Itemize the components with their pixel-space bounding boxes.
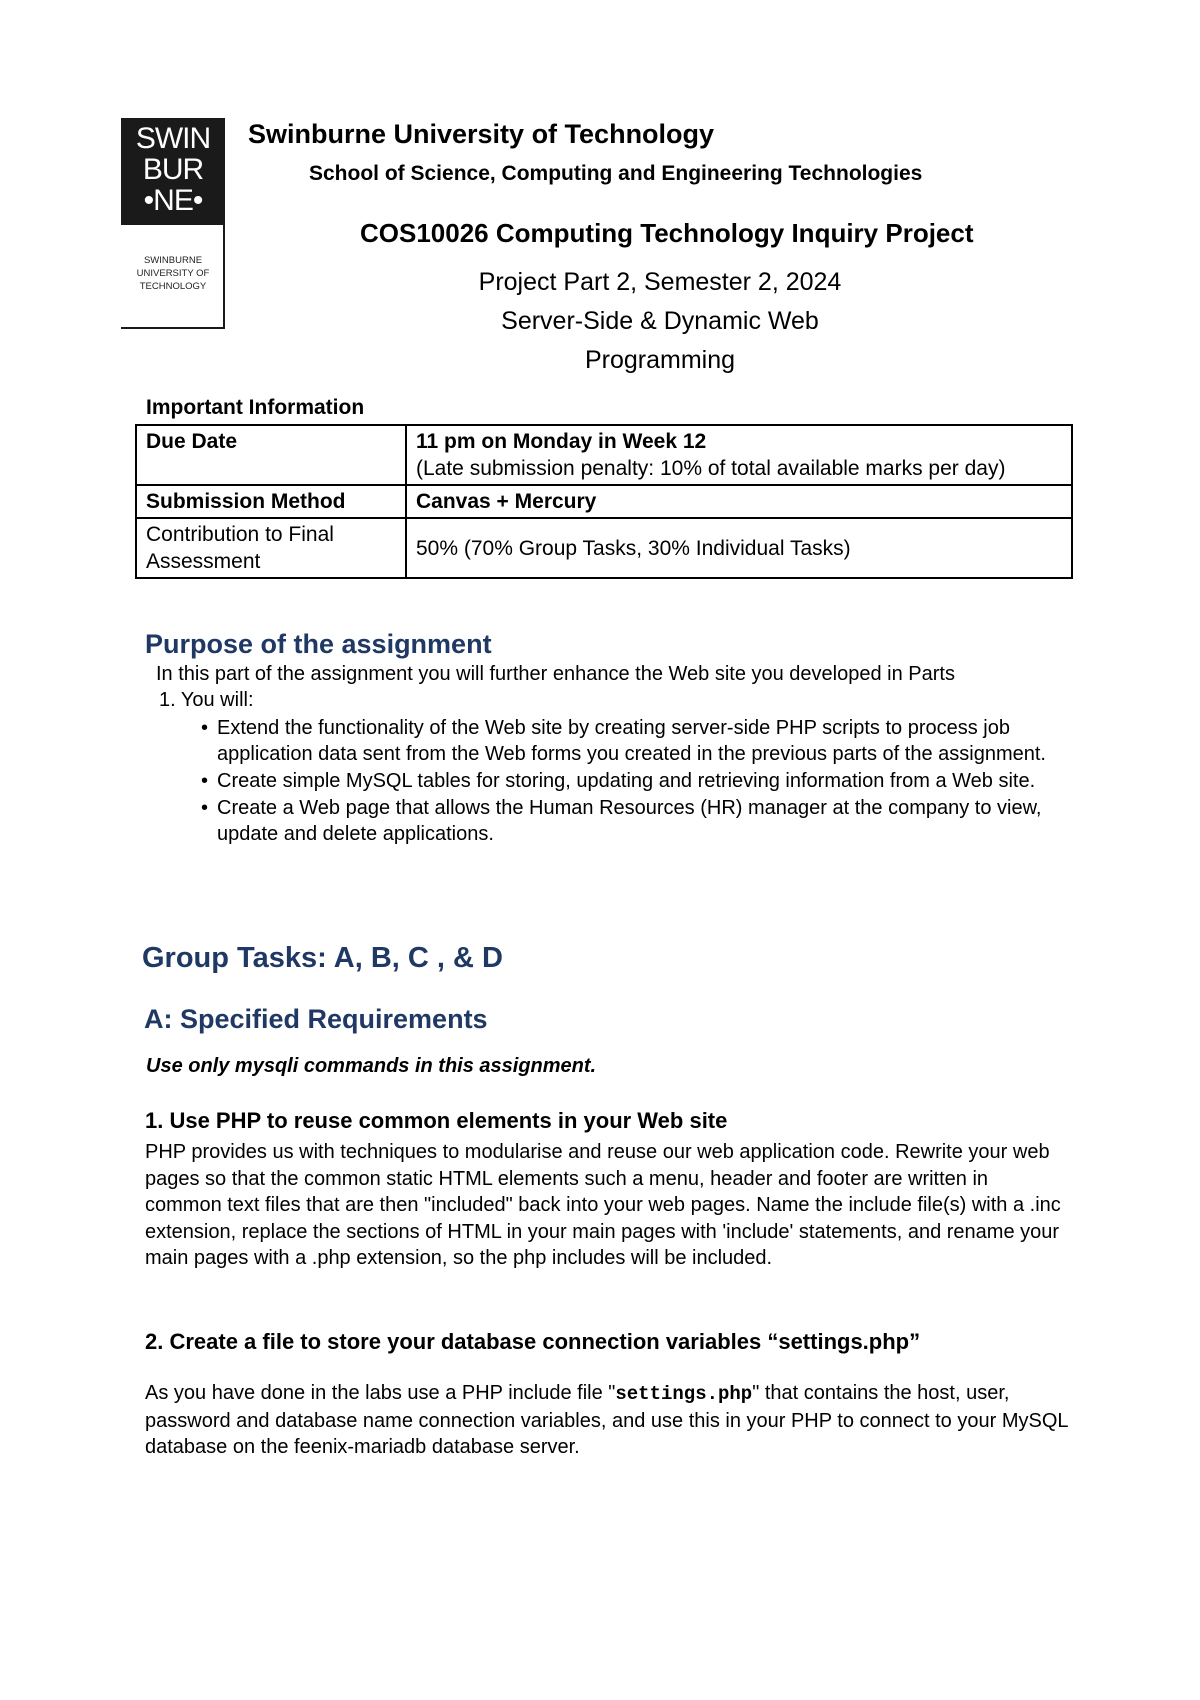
- logo-subtext-line: SWINBURNE: [143, 255, 203, 266]
- bullet-text: Create simple MySQL tables for storing, updating and retrieving information from a Web site.: [217, 770, 1036, 792]
- project-subtitle-line-2: Programming: [584, 346, 736, 374]
- important-info-heading: Important Information: [146, 396, 365, 419]
- list-item: [201, 768, 1065, 794]
- purpose-bullet-list: [201, 715, 1065, 848]
- table-cell-value: 50% (70% Group Tasks, 30% Individual Tasks): [406, 518, 1072, 578]
- table-cell-label: Due Date: [136, 425, 406, 485]
- table-cell-value: [406, 425, 1072, 485]
- table-cell-value: Canvas + Mercury: [406, 485, 1072, 518]
- item-2-heading: 2. Create a file to store your database connection variables “settings.php”: [145, 1329, 921, 1354]
- table-cell-label: [136, 518, 406, 578]
- item-2-body-text: " that contains the host, user, password and database name connection variables, and use this in your PHP to connect to your MySQL database on the feenix-mariadb database server.: [145, 1382, 1068, 1458]
- logo-text-line-2: BUR: [142, 153, 204, 186]
- table-cell-label: Submission Method: [136, 485, 406, 518]
- late-penalty-note: (Late submission penalty: 10% of total available marks per day): [416, 457, 1006, 480]
- contribution-label-line: Contribution to Final: [146, 523, 334, 546]
- important-info-table: [135, 424, 1073, 579]
- bullet-icon: •: [201, 717, 209, 739]
- purpose-intro-line-1: In this part of the assignment you will further enhance the Web site you developed in Parts: [156, 663, 955, 685]
- purpose-heading: Purpose of the assignment: [145, 629, 492, 659]
- project-part: Project Part 2, Semester 2, 2024: [478, 268, 842, 296]
- course-title: COS10026 Computing Technology Inquiry Project: [360, 218, 974, 248]
- section-a-heading: A: Specified Requirements: [144, 1004, 488, 1034]
- bullet-text: Create a Web page that allows the Human Resources (HR) manager at the company to view, update and delete applications.: [217, 797, 1042, 845]
- bullet-text: Extend the functionality of the Web site by creating server-side PHP scripts to process job application data sent from the Web forms you created in the previous parts of the assignment.: [217, 717, 1046, 765]
- logo-subtext: [121, 254, 225, 293]
- item-1-heading: 1. Use PHP to reuse common elements in your Web site: [145, 1108, 728, 1133]
- list-item: [201, 715, 1065, 767]
- university-name: Swinburne University of Technology: [248, 119, 715, 149]
- logo-subtext-line: UNIVERSITY OF: [136, 268, 210, 279]
- logo-text-line-3: •NE•: [143, 184, 203, 217]
- settings-filename: settings.php: [615, 1383, 753, 1405]
- logo-subtext-line: TECHNOLOGY: [139, 281, 207, 292]
- swinburne-logo: [121, 118, 225, 329]
- list-item: [201, 795, 1065, 847]
- logo-dark-block: [121, 118, 225, 225]
- bullet-icon: •: [201, 797, 209, 819]
- item-2-body-text: As you have done in the labs use a PHP include file ": [145, 1382, 616, 1404]
- table-row: [136, 485, 1072, 518]
- table-row: [136, 425, 1072, 485]
- logo-text-line-1: SWIN: [135, 122, 211, 155]
- contribution-label-line: Assessment: [146, 550, 261, 573]
- table-row: [136, 518, 1072, 578]
- project-subtitle-line-1: Server-Side & Dynamic Web: [501, 307, 819, 335]
- group-tasks-heading: Group Tasks: A, B, C , & D: [142, 942, 503, 974]
- bullet-icon: •: [201, 770, 209, 792]
- due-date-value: 11 pm on Monday in Week 12: [416, 430, 707, 453]
- logo-rule: [121, 327, 225, 329]
- school-name: School of Science, Computing and Engineering Technologies: [309, 162, 923, 185]
- item-1-body: PHP provides us with techniques to modularise and reuse our web application code. Rewrite your web pages so that the common static HTML elements such a menu, header and footer are written in common text files that are then "included" back into your web pages. Name the include file(s) with a .inc extension, replace the sections of HTML in your main pages with 'include' statements, and rename your main pages with a .php extension, so the php includes will be included.: [145, 1141, 1061, 1269]
- purpose-intro-line-2: 1. You will:: [159, 689, 254, 711]
- item-2-body: [145, 1380, 1070, 1461]
- mysqli-note: Use only mysqli commands in this assignment.: [146, 1055, 597, 1077]
